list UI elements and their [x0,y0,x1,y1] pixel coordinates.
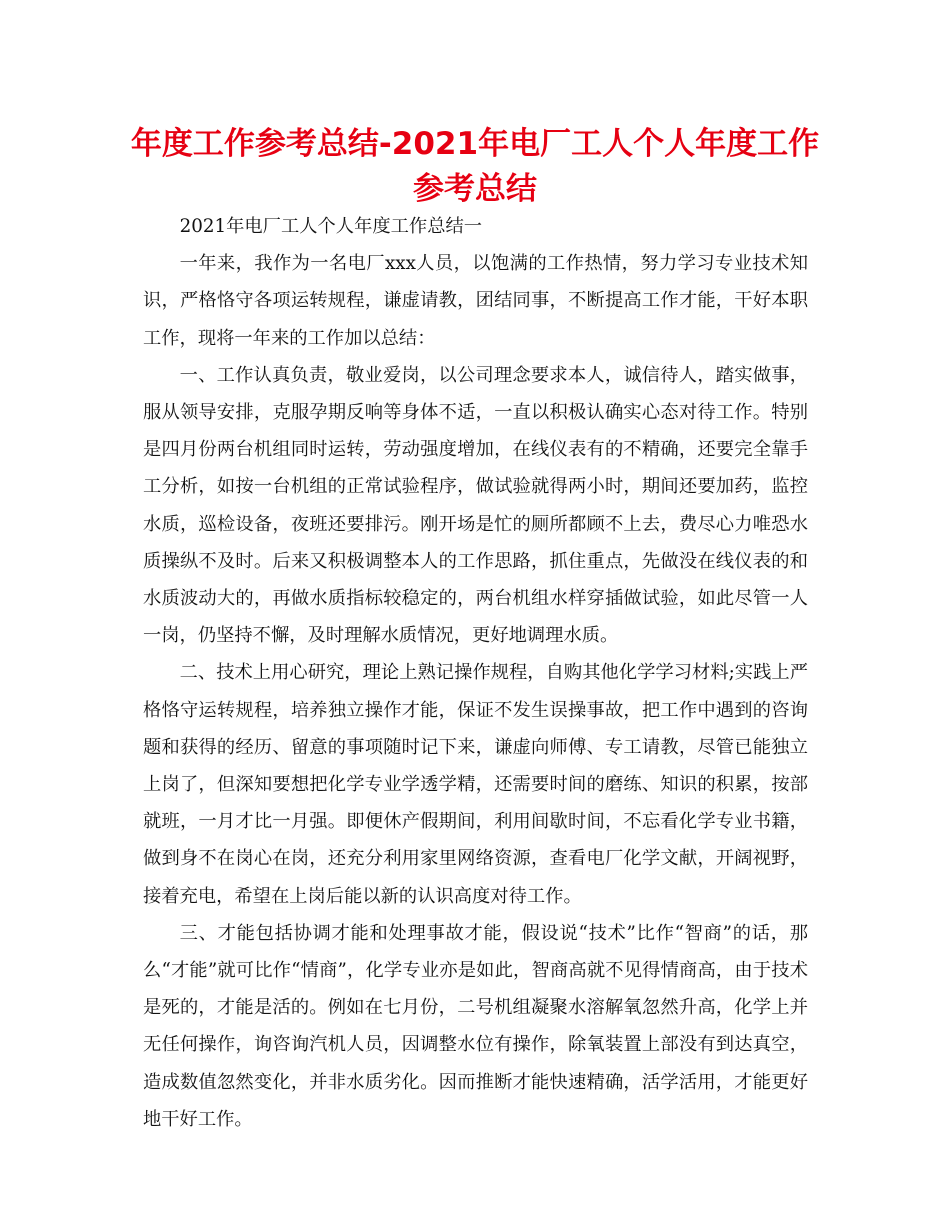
paragraph-1: 一、工作认真负责，敬业爱岗，以公司理念要求本人，诚信待人，踏实做事，服从领导安排，克服孕期反响等身体不适，一直以积极认确实心态对待工作。特别是四月份两台机组同时运转，劳动强度增加，在线仪表有的不精确，还要完全靠手工分析，如按一台机组的正常试验程序，做试验就得两小时，期间还要加药，监控水质，巡检设备，夜班还要排污。刚开场是忙的厕所都顾不上去，费尽心力唯恐水质操纵不及时。后来又积极调整本人的工作思路，抓住重点，先做没在线仪表的和水质波动大的，再做水质指标较稳定的，两台机组水样穿插做试验，如此尽管一人一岗，仍坚持不懈，及时理解水质情况，更好地调理水质。 [143,364,808,647]
paragraph-2: 二、技术上用心研究，理论上熟记操作规程，自购其他化学学习材料;实践上严格恪守运转规程，培养独立操作才能，保证不发生误操事故，把工作中遇到的咨询题和获得的经历、留意的事项随时记下来，谦虚向师傅、专工请教，尽管已能独立上岗了，但深知要想把化学专业学透学精，还需要时间的磨练、知识的积累，按部就班，一月才比一月强。即便休产假期间，利用间歇时间，不忘看化学专业书籍，做到身不在岗心在岗，还充分利用家里网络资源，查看电厂化学文献，开阔视野，接着充电，希望在上岗后能以新的认识高度对待工作。 [143,662,808,907]
paragraph-intro: 一年来，我作为一名电厂xxx人员，以饱满的工作热情，努力学习专业技术知识，严格恪守各项运转规程，谦虚请教，团结同事，不断提高工作才能，干好本职工作，现将一年来的工作加以总结： [143,253,808,349]
document-title: 年度工作参考总结-2021年电厂工人个人年度工作参考总结 [130,126,820,207]
document-body [143,208,808,1138]
paragraph-3: 三、才能包括协调才能和处理事故才能，假设说“技术”比作“智商”的话，那么“才能”就可比作“情商”，化学专业亦是如此，智商高就不见得情商高，由于技术是死的，才能是活的。例如在七月份，二号机组凝聚水溶解氧忽然升高，化学上并无任何操作，询咨询汽机人员，因调整水位有操作，除氧装置上部没有到达真空，造成数值忽然变化，并非水质劣化。因而推断才能快速精确，活学活用，才能更好地干好工作。 [143,922,808,1130]
subheading: 2021年电厂工人个人年度工作总结一 [179,216,483,237]
